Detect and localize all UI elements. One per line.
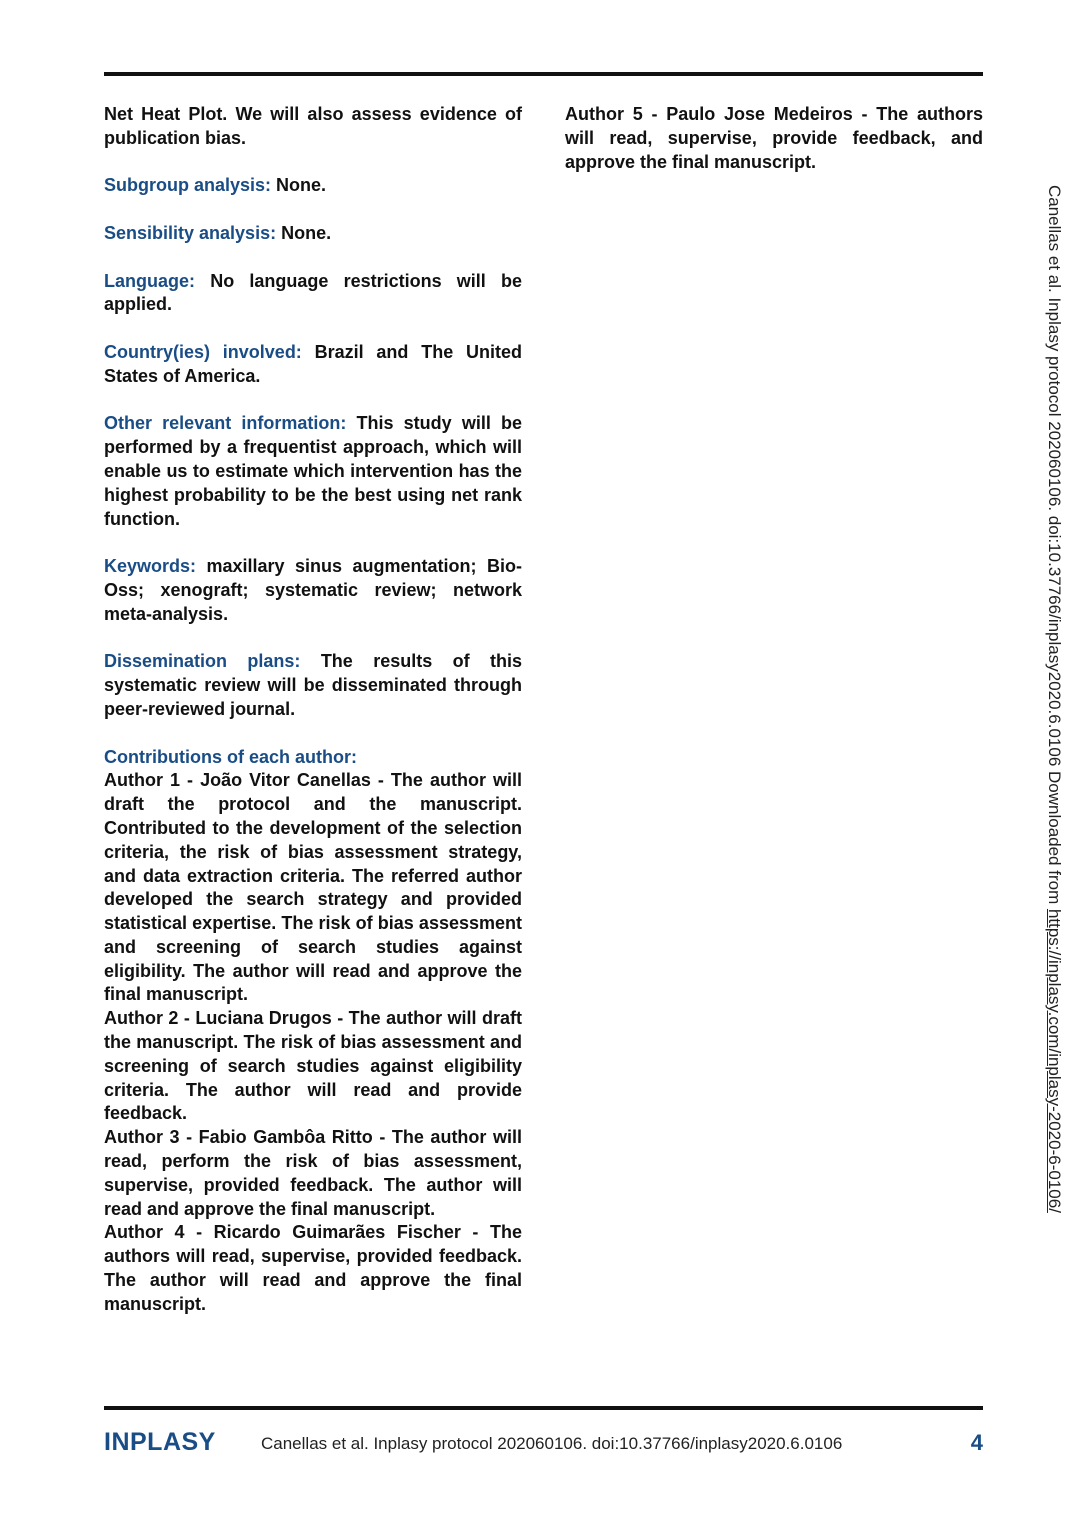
section-language xyxy=(104,270,522,318)
brand-logo: INPLASY xyxy=(104,1428,216,1456)
section-countries xyxy=(104,341,522,389)
section-label: Language: xyxy=(104,270,196,291)
section-keywords xyxy=(104,555,522,626)
section-subgroup-analysis xyxy=(104,174,522,198)
author-contribution-2: Author 2 - Luciana Drugos - The author will draft the manuscript. The risk of bias assessment and screening of search studies against eligibility criteria. The author will read and provide feedback. xyxy=(104,1008,522,1124)
author-contribution-4: Author 4 - Ricardo Guimarães Fischer - The authors will read, supervise, provided feedback. The author will read and approve the final manuscript. xyxy=(104,1222,522,1314)
section-dissemination-plans xyxy=(104,650,522,721)
contributions-heading: Contributions of each author: xyxy=(104,746,357,767)
vertical-citation xyxy=(1044,185,1064,1213)
section-label: Sensibility analysis: xyxy=(104,222,277,243)
section-label: Subgroup analysis: xyxy=(104,175,272,196)
section-label: Other relevant information: xyxy=(104,413,347,434)
section-sensibility-analysis xyxy=(104,222,522,246)
author-contribution-5: Author 5 - Paulo Jose Medeiros - The authors will read, supervise, provide feedback, and approve the final manuscript. xyxy=(565,104,983,172)
section-text: This study will be performed by a frequentist approach, which will enable us to estimate which intervention has the highest probability to be the best using net rank function. xyxy=(104,413,522,529)
section-text: maxillary sinus augmentation; Bio-Oss; xenograft; systematic review; network meta-analysis. xyxy=(104,556,522,624)
section-text: None. xyxy=(276,175,327,196)
section-text: None. xyxy=(281,222,332,243)
left-column xyxy=(104,103,522,1317)
right-column xyxy=(565,103,983,174)
section-label: Dissemination plans: xyxy=(104,651,301,672)
section-label: Keywords: xyxy=(104,556,197,577)
bottom-rule xyxy=(104,1406,983,1410)
author-contribution-3: Author 3 - Fabio Gambôa Ritto - The author will read, perform the risk of bias assessment, supervise, provided feedback. The author will read and approve the final manuscript. xyxy=(104,1127,522,1219)
section-label: Country(ies) involved: xyxy=(104,341,302,362)
download-link[interactable]: https://inplasy.com/inplasy-2020-6-0106/ xyxy=(1045,908,1064,1213)
section-text: Brazil and The United States of America. xyxy=(104,341,522,386)
footer-citation: Canellas et al. Inplasy protocol 202060106. doi:10.37766/inplasy2020.6.0106 xyxy=(261,1434,843,1453)
section-contributions xyxy=(104,746,522,1317)
section-other-information xyxy=(104,412,522,531)
author-contribution-1: Author 1 - João Vitor Canellas - The author will draft the protocol and the manuscript. Contributed to the development of the selection criteria, the risk of bias assessment strategy, and data extraction criteria. The referred author developed the search strategy and provided statistical expertise. The risk of bias assessment and screening of search studies against eligibility. The author will read and approve the final manuscript. xyxy=(104,770,522,1005)
intro-paragraph: Net Heat Plot. We will also assess evidence of publication bias. xyxy=(104,104,522,148)
page-footer xyxy=(104,1428,983,1462)
section-text: No language restrictions will be applied. xyxy=(104,270,522,315)
top-rule xyxy=(104,72,983,76)
page-number: 4 xyxy=(970,1430,983,1455)
vertical-citation-text: Canellas et al. Inplasy protocol 202060106. doi:10.37766/inplasy2020.6.0106 Downloaded from xyxy=(1045,185,1064,909)
section-text: The results of this systematic review will be disseminated through peer-reviewed journal. xyxy=(104,651,522,719)
